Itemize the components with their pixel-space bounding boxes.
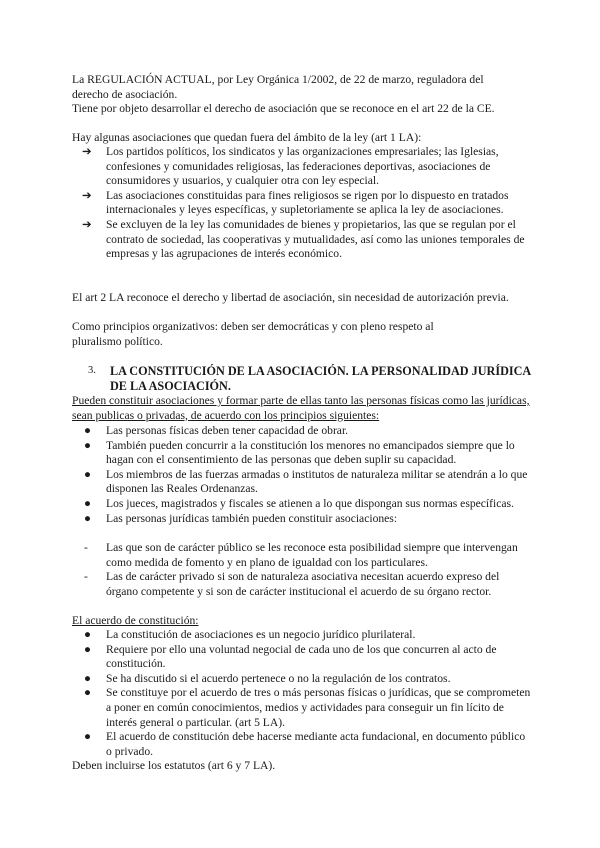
list-item: ● Se constituye por el acuerdo de tres o más personas físicas o jurídicas, que se comprometen a poner en común conocimientos, medios y actividades para conseguir un fin lícito de interés general o particular. (art 5 LA). (84, 686, 531, 729)
founders-intro: Pueden constituir asociaciones y formar parte de ellas tanto las personas físicas como las jurídicas, sean publicas o privadas, de acuerdo con los principios siguientes: (72, 394, 530, 422)
bullet-icon: ● (84, 467, 92, 481)
list-item: ● Las personas físicas deben tener capacidad de obrar. (84, 424, 349, 437)
bullet-icon: ● (84, 671, 92, 685)
section-number: 3. (88, 365, 96, 376)
agreement-list (72, 628, 532, 759)
arrow-icon: ➔ (82, 145, 92, 158)
exclusions-list (72, 145, 532, 262)
list-item: ➔ Se excluyen de la ley las comunidades de bienes y propietarios, las que se regulan por el contrato de sociedad, las cooperativas y mutualidades, así como las uniones temporales de empresas y las agrupaciones de interés económico. (82, 217, 525, 261)
dash-icon: - (84, 570, 88, 584)
intro-paragraph (72, 73, 542, 117)
founders-bullet-list (72, 424, 532, 526)
bullet-icon: ● (84, 686, 92, 700)
bullet-icon: ● (84, 730, 92, 744)
arrow-icon: ➔ (82, 217, 92, 231)
bullet-icon: ● (84, 496, 92, 510)
list-item: ➔ Las asociaciones constituidas para fines religiosos se rigen por lo dispuesto en tratados internacionales y leyes específicas, y supletoriamente se aplica la ley de asociaciones. (82, 188, 509, 217)
list-item: ● Requiere por ello una voluntad negocial de cada uno de los que concurren al acto de constitución. (84, 642, 497, 671)
bullet-icon: ● (84, 628, 92, 641)
bullet-icon: ● (84, 642, 92, 656)
list-item: ● Los miembros de las fuerzas armadas o institutos de naturaleza militar se atendrán a lo que disponen las Reales Ordenanzas. (84, 467, 528, 496)
art2-paragraph: El art 2 LA reconoce el derecho y libertad de asociación, sin necesidad de autorización previa. (72, 291, 509, 304)
intro-line: La REGULACIÓN ACTUAL, por Ley Orgánica 1/2002, de 22 de marzo, reguladora del (72, 73, 484, 86)
agreement-heading: El acuerdo de constitución: (72, 614, 199, 627)
intro-line: Tiene por objeto desarrollar el derecho de asociación que se reconoce en el art 22 de la CE. (72, 102, 495, 116)
dash-icon: - (84, 541, 88, 554)
bullet-icon: ● (84, 438, 92, 452)
bullet-icon: ● (84, 511, 92, 525)
list-item: ● También pueden concurrir a la constitución los menores no emancipados siempre que lo hagan con el consentimiento de las personas que deben suplir su capacidad. (84, 438, 515, 467)
list-item: ● El acuerdo de constitución debe hacerse mediante acta fundacional, en documento público o privado. (84, 730, 526, 758)
exclusions-intro: Hay algunas asociaciones que quedan fuera del ámbito de la ley (art 1 LA): (72, 131, 422, 144)
principles-paragraph: Como principios organizativos: deben ser democráticas y con pleno respeto al pluralismo político. (72, 320, 434, 348)
list-item: ● Los jueces, magistrados y fiscales se atienen a lo que dispongan sus normas específicas. (84, 496, 514, 510)
list-item: ➔ Los partidos políticos, los sindicatos y las organizaciones empresariales; las Iglesias, confesiones y comunidades religiosas, las federaciones deportivas, asociaciones de consumidores y usuarios, y cualquier otra con ley especial. (82, 145, 499, 188)
agreement-closing: Deben incluirse los estatutos (art 6 y 7 LA). (72, 759, 276, 772)
list-item: - Las que son de carácter público se les reconoce esta posibilidad siempre que intervengan como medida de fomento y en plano de igualdad con los particulares. (84, 541, 518, 569)
founders-dash-list (72, 541, 532, 599)
list-item: ● La constitución de asociaciones es un negocio jurídico plurilateral. (84, 628, 416, 641)
section-title: LA CONSTITUCIÓN DE LA ASOCIACIÓN. LA PERSONALIDAD JURÍDICA DE LA ASOCIACIÓN. (110, 364, 531, 393)
arrow-icon: ➔ (82, 188, 92, 202)
section-heading (88, 364, 548, 393)
list-item: - Las de carácter privado si son de naturaleza asociativa necesitan acuerdo expreso del órgano competente y si son de carácter institucional el acuerdo de su órgano rector. (84, 570, 500, 598)
list-item: ● Se ha discutido si el acuerdo pertenece o no la regulación de los contratos. (84, 671, 451, 685)
bullet-icon: ● (84, 424, 92, 437)
intro-line: derecho de asociación. (72, 87, 178, 101)
list-item: ● Las personas jurídicas también pueden constituir asociaciones: (84, 511, 398, 525)
